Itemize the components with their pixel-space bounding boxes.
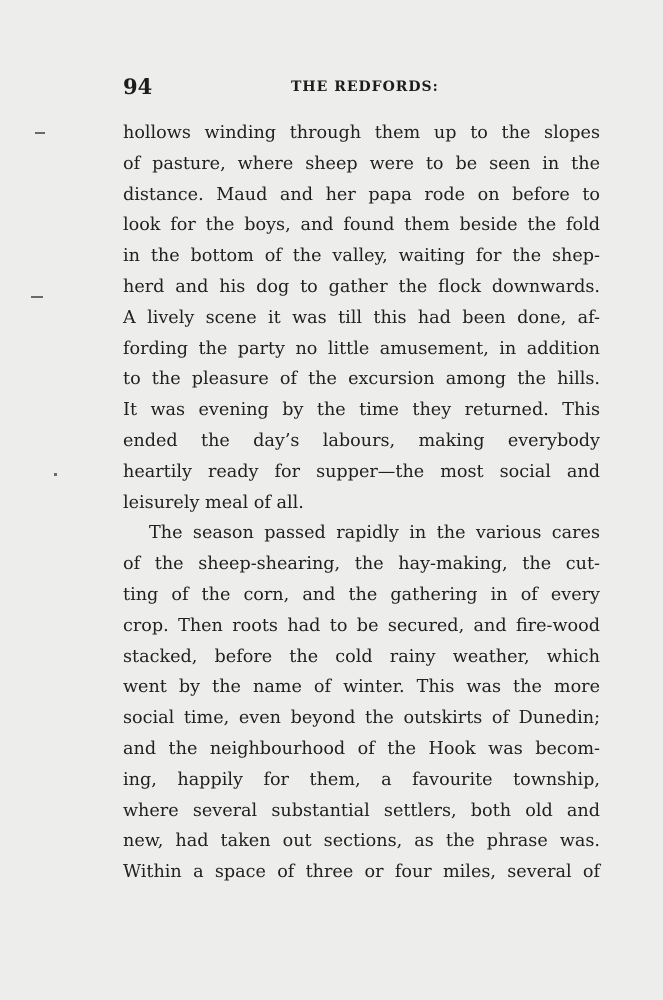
- page-header: [123, 74, 599, 104]
- text-line: A lively scene it was till this had been done, af-: [123, 307, 600, 328]
- paragraph: [123, 518, 600, 888]
- running-head: THE REDFORDS:: [291, 79, 439, 95]
- text-line: in the bottom of the valley, waiting for the shep-: [123, 246, 600, 267]
- text-line: of the sheep-shearing, the hay-making, the cut-: [123, 554, 600, 575]
- body-text: [123, 118, 600, 888]
- text-line: It was evening by the time they returned. This: [123, 400, 600, 421]
- text-line: ended the day’s labours, making everybody: [123, 430, 600, 451]
- text-line: hollows winding through them up to the slopes: [123, 123, 600, 143]
- text-line: ting of the corn, and the gathering in of every: [123, 584, 600, 605]
- text-line: where several substantial settlers, both old and: [123, 800, 600, 821]
- text-line: crop. Then roots had to be secured, and fire-wood: [123, 615, 600, 636]
- margin-mark: [54, 473, 57, 476]
- text-line: leisurely meal of all.: [123, 492, 304, 513]
- page-number: 94: [123, 74, 153, 99]
- text-line: social time, even beyond the outskirts of Dunedin;: [123, 708, 600, 729]
- text-line: stacked, before the cold rainy weather, which: [123, 646, 600, 667]
- text-line: went by the name of winter. This was the more: [123, 677, 600, 698]
- text-line: of pasture, where sheep were to be seen in the: [123, 153, 600, 174]
- paragraph: [123, 118, 600, 518]
- text-line: The season passed rapidly in the various cares: [149, 523, 600, 544]
- margin-mark: [35, 132, 45, 134]
- margin-mark: [31, 296, 43, 298]
- text-line: new, had taken out sections, as the phrase was.: [123, 831, 600, 852]
- text-line: heartily ready for supper—the most social and: [123, 461, 600, 482]
- text-line: distance. Maud and her papa rode on before to: [123, 184, 600, 205]
- text-line: herd and his dog to gather the flock downwards.: [123, 276, 600, 297]
- text-line: and the neighbourhood of the Hook was becom-: [123, 738, 600, 759]
- text-line: fording the party no little amusement, in addition: [123, 338, 600, 359]
- text-line: ing, happily for them, a favourite township,: [123, 769, 600, 790]
- text-line: to the pleasure of the excursion among the hills.: [123, 369, 600, 390]
- text-line: look for the boys, and found them beside the fold: [123, 215, 600, 236]
- text-line: Within a space of three or four miles, several of: [123, 862, 600, 883]
